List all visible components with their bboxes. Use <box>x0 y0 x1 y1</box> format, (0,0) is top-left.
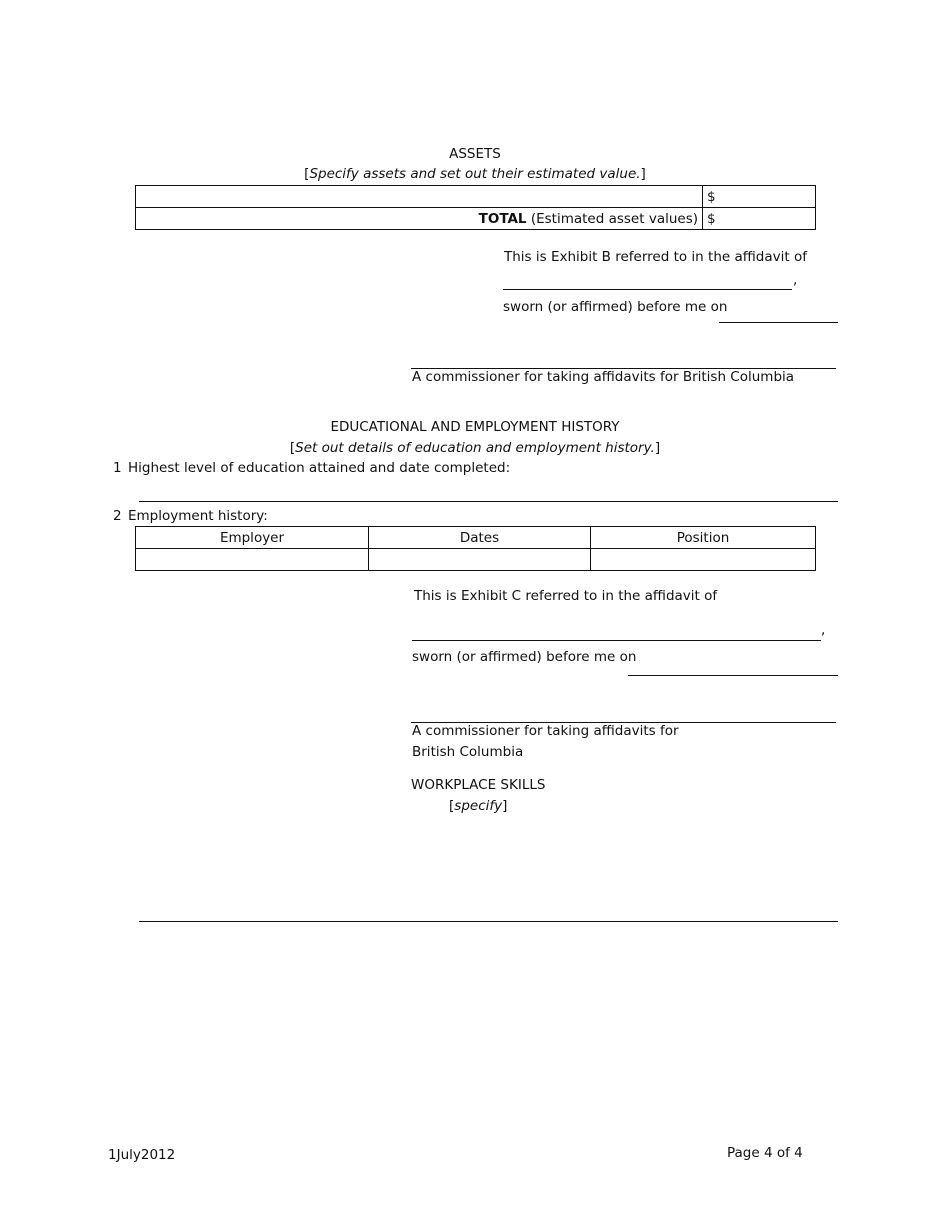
item-2-number: 2 <box>113 508 122 524</box>
exhibit-b-date-line[interactable] <box>719 322 838 323</box>
employer-cell[interactable] <box>136 549 369 571</box>
exhibit-c-date-line[interactable] <box>628 675 838 676</box>
asset-description-cell[interactable] <box>136 186 703 208</box>
bracket-open: [ <box>449 798 455 814</box>
exhibit-b-sworn-text: sworn (or affirmed) before me on <box>503 299 728 315</box>
exhibit-c-comma: , <box>821 622 826 638</box>
bracket-close: ] <box>640 166 646 182</box>
asset-value-cell[interactable]: $ <box>703 186 816 208</box>
total-label-rest: (Estimated asset values) <box>526 210 698 227</box>
education-instruction <box>0 440 950 456</box>
workplace-instruction <box>449 798 507 814</box>
exhibit-c-commissioner-line2: British Columbia <box>412 744 524 760</box>
exhibit-b-comma: , <box>793 272 798 288</box>
assets-heading: ASSETS <box>449 146 501 162</box>
bracket-open: [ <box>304 166 310 182</box>
footer-date: 1July2012 <box>108 1147 176 1163</box>
bracket-open: [ <box>289 440 296 456</box>
education-answer-line[interactable] <box>139 501 838 502</box>
exhibit-c-sworn-text: sworn (or affirmed) before me on <box>412 649 637 665</box>
bracket-close: ] <box>654 440 661 456</box>
bracket-close: ] <box>502 798 508 814</box>
item-1-number: 1 <box>113 460 122 476</box>
education-heading: EDUCATIONAL AND EMPLOYMENT HISTORY <box>330 419 620 435</box>
asset-row <box>136 186 816 208</box>
employment-row <box>136 549 816 571</box>
exhibit-b-deponent-line[interactable] <box>503 289 792 290</box>
assets-instruction <box>0 166 950 182</box>
employer-column-header: Employer <box>136 527 369 549</box>
workplace-answer-line[interactable] <box>139 921 838 922</box>
education-instruction-text: Set out details of education and employment history. <box>295 440 655 456</box>
exhibit-c-commissioner-line1: A commissioner for taking affidavits for <box>412 723 679 739</box>
asset-total-row <box>136 208 816 230</box>
dates-cell[interactable] <box>369 549 591 571</box>
position-column-header: Position <box>591 527 816 549</box>
assets-table <box>135 185 816 230</box>
exhibit-c-referred-text: This is Exhibit C referred to in the affidavit of <box>414 588 718 604</box>
employment-header-row <box>136 527 816 549</box>
position-cell[interactable] <box>591 549 816 571</box>
item-2-text: Employment history: <box>128 508 268 524</box>
assets-instruction-text: Specify assets and set out their estimated value. <box>309 166 641 182</box>
workplace-instruction-text: specify <box>454 798 503 814</box>
asset-total-value-cell[interactable]: $ <box>703 208 816 230</box>
exhibit-c-deponent-line[interactable] <box>412 640 821 641</box>
item-1-text: Highest level of education attained and date completed: <box>128 460 511 476</box>
dates-column-header: Dates <box>369 527 591 549</box>
exhibit-b-referred-text: This is Exhibit B referred to in the affidavit of <box>504 249 807 265</box>
footer-page-number: Page 4 of 4 <box>727 1145 803 1161</box>
exhibit-b-commissioner: A commissioner for taking affidavits for British Columbia <box>412 369 795 385</box>
asset-total-label <box>136 208 703 230</box>
total-bold-label: TOTAL <box>478 210 527 227</box>
employment-table <box>135 526 816 571</box>
workplace-heading: WORKPLACE SKILLS <box>411 777 546 793</box>
